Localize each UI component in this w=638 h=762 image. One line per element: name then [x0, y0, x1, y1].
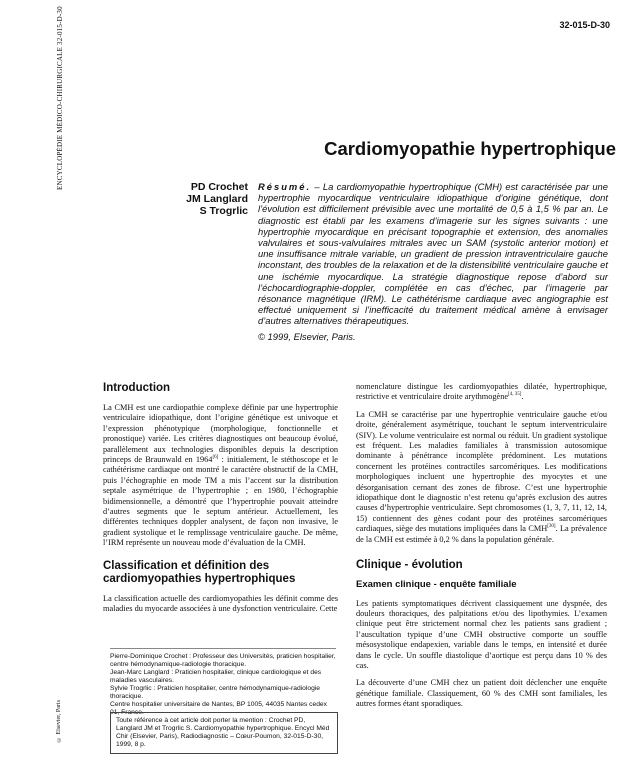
intro-heading: Introduction	[103, 382, 171, 394]
affiliation-line: Jean-Marc Langlard : Praticien hospitalier, clinique cardiologique et des maladies vasculaires.	[110, 669, 322, 684]
abstract-copyright: © 1999, Elsevier, Paris.	[258, 330, 356, 342]
side-collection-label: ENCYCLOPÉDIE MÉDICO-CHIRURGICALE 32-015-D-30	[56, 6, 64, 190]
author-list	[120, 181, 248, 217]
citation-note: Toute référence à cet article doit porter la mention : Crochet PD, Langlard JM et Trogrlic S. Cardiomyopathie hypertrophique. Encycl Méd Chir (Elsevier, Paris), Radiodiagnostic – Cœur-Poumon, 32-015-D-30, 1999, 8 p.	[110, 712, 338, 754]
ref-marker: [30]	[547, 524, 556, 530]
definition-text-a: La CMH se caractérise par une hypertrophie ventriculaire gauche et/ou droite, généralement asymétrique, touchant le septum interventriculaire (SIV). Le volume ventriculaire est normal ou réduit. Un gradient systolique est fréquent. Les maladies familiales à transmission autosomique dominante à pénétrance incomplète prédominent. Les mutations concernent les protéines contractiles sarcomériques. Les modifications morphologiques incluent une hypertrophie des myocytes et une désorganisation cernant des zones de fibrose. C’est une hypertrophie idiopathique dont le diagnostic n’est retenu qu’après exclusion des autres causes d’hypertrophie ventriculaire. Sept chromosomes (1, 3, 7, 11, 12, 14, 15) contiennent des gènes codant pour des protéines sarcomériques cardiaques, siège des mutations impliquées dans la CMH	[356, 409, 607, 534]
symptoms-paragraph: Les patients symptomatiques décrivent classiquement une dyspnée, des douleurs thoraciques, des palpitations et/ou des lipothymies. L’examen clinique peut être strictement normal chez les patients sans gradient ; l’auscultation typique d’une CMH obstructive comporte un souffle mésosystolique endapexien, variable dans le temps, en intensité et durée dans le cycle. Un souffle diastolique d’aortique est perçu dans 10 % des cas.	[356, 598, 607, 670]
intro-text-a: La CMH est une cardiopathie complexe définie par une hypertrophie ventriculaire idiopathique, dont l’origine génétique est univoque et l’expression phénotypique (morphologique, fonctionnelle et pronostique) variée. Les critères diagnostiques ont beaucoup évolué, parallèlement aux technologies disponibles depuis la description princeps de Braunwald en 1964	[103, 403, 338, 465]
article-code: 32-015-D-30	[559, 20, 610, 30]
side-copyright-label: © Elsevier, Paris	[56, 700, 62, 742]
abstract-lead: Résumé.	[258, 181, 312, 192]
abstract-text	[258, 181, 608, 327]
author-name: PD Crochet	[190, 181, 248, 193]
exam-heading: Examen clinique - enquête familiale	[356, 579, 517, 591]
intro-text-b: : initialement, le stéthoscope et le cathétérisme cardiaque ont montré le caractère obstructif de la CMH, puis l’échographie en mode TM a mis l’accent sur la distribution septale asymétrique de l’hypertrophie ; en 1980, l’échographie bidimensionnelle, a démontré que l’hypertrophie pouvait atteindre d’autres segments que le septum antérieur. Actuellement, les différentes techniques doppler analysent, de façon non invasive, le gradient systolique et le remplissage ventriculaire gauche. De même, l’IRM représente un nouveau mode d’évaluation de la CMH.	[103, 455, 338, 548]
ref-marker: [4, 35]	[508, 392, 522, 398]
abstract-body: – La cardiomyopathie hypertrophique (CMH) est caractérisée par une hypertrophie myocardique ventriculaire idiopathique d’origine génétique, dont l’évolution est difficilement prévisible avec une mortalité de 0,5 à 1,5 % par an. Le diagnostic est établi par les examens d’imagerie sur les signes suivants : une hypertrophie myocardique en précisant topographie et extension, des anomalies valvulaires et sous-valvulaires mitrales avec un SAM (systolic anterior motion) et une insuffisance mitrale variable, un gradient de pression intraventriculaire gauche inconstant, des troubles de la relaxation et de la distensibilité ventriculaire gauche et une ischémie myocardique. La stratégie diagnostique repose d’abord sur l’échocardiographie-doppler, complétée en cas d’échec, par l’imagerie par résonance magnétique (IRM). Le cathétérisme cardiaque avec angiographie est effectué uniquement si l’inefficacité du traitement médical amène à envisager d’autres alternatives thérapeutiques.	[258, 181, 608, 327]
affiliation-line: Pierre-Dominique Crochet : Professeur des Universités, praticien hospitalier, centre hémodynamique-radiologie thoracique.	[110, 653, 336, 668]
nomenclature-paragraph	[356, 382, 607, 403]
intro-paragraph	[103, 403, 338, 549]
genetics-paragraph: La découverte d’une CMH chez un patient doit déclencher une enquête génétique familiale. Classiquement, 60 % des CMH sont familiales, les autres formes étant sporadiques.	[356, 678, 607, 709]
definition-text-b: . La prévalence de la CMH est estimée à 0,2 % dans la population générale.	[356, 524, 607, 544]
definition-paragraph	[356, 410, 607, 545]
left-column	[103, 382, 338, 622]
classification-heading: Classification et définition des cardiomyopathies hypertrophiques	[103, 559, 296, 585]
right-column	[356, 382, 607, 717]
abstract	[258, 181, 608, 342]
affiliation-line: Centre hospitalier universitaire de Nantes, BP 1005, 44035 Nantes cedex 01, France.	[110, 701, 327, 716]
affiliation-line: Sylvie Trogrlic : Praticien hospitalier, centre hémodynamique-radiologie thoracique.	[110, 685, 321, 700]
clinique-heading: Clinique - évolution	[356, 559, 463, 572]
classification-paragraph: La classification actuelle des cardiomyopathies les définit comme des maladies du myocarde associées à une dysfonction ventriculaire. Cette	[103, 593, 338, 614]
author-affiliations	[110, 648, 336, 717]
nomenclature-text: nomenclature distingue les cardiomyopathies dilatée, hypertrophique, restrictive et ventriculaire droite arythmogène	[356, 382, 607, 402]
page-title: Cardiomyopathie hypertrophique	[324, 138, 616, 159]
ref-marker: [6]	[212, 455, 219, 461]
author-name: JM Langlard	[186, 193, 248, 205]
nomenclature-end: .	[521, 392, 524, 402]
author-name: S Trogrlic	[199, 205, 248, 217]
